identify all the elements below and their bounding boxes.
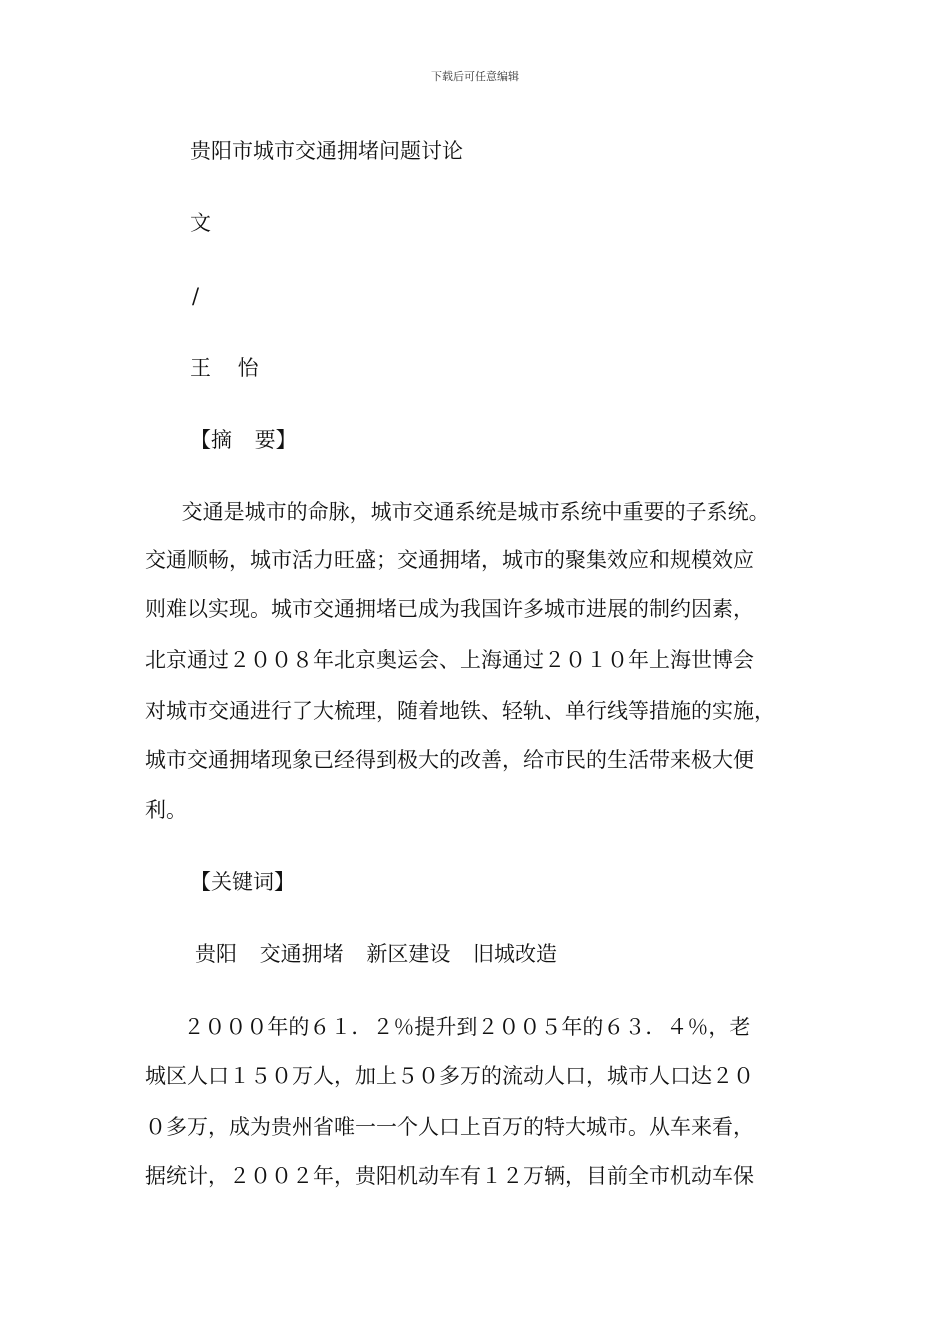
header-note: 下载后可任意编辑 (431, 70, 519, 83)
body-line: 据统计，２００２年，贵阳机动车有１２万辆，目前全市机动车保 (145, 1164, 754, 1188)
abstract-line: 交通顺畅，城市活力旺盛；交通拥堵，城市的聚集效应和规模效应 (145, 548, 754, 572)
abstract-line: 交通是城市的命脉，城市交通系统是城市系统中重要的子系统。 (175, 500, 770, 524)
keywords-heading: 【关键词】 (190, 870, 295, 894)
abstract-line: 对城市交通进行了大梳理，随着地铁、轻轨、单行线等措施的实施， (145, 699, 775, 723)
keywords-text: 贵阳 交通拥堵 新区建设 旧城改造 (195, 942, 558, 966)
abstract-heading: 【摘 要】 (190, 428, 297, 452)
author-slash: / (192, 284, 200, 308)
body-line: ２０００年的６１．２％提升到２００５年的６３．４％，老 (170, 1015, 751, 1039)
body-line: ０多万，成为贵州省唯一一个人口上百万的特大城市。从车来看， (145, 1115, 754, 1139)
abstract-line: 利。 (145, 798, 187, 822)
article-title: 贵阳市城市交通拥堵问题讨论 (190, 139, 463, 163)
abstract-line: 北京通过２００８年北京奥运会、上海通过２０１０年上海世博会 (145, 648, 754, 672)
abstract-line: 城市交通拥堵现象已经得到极大的改善，给市民的生活带来极大便 (145, 748, 754, 772)
abstract-line: 则难以实现。城市交通拥堵已成为我国许多城市进展的制约因素， (145, 597, 754, 621)
author-prefix: 文 (190, 211, 211, 235)
body-line: 城区人口１５０万人，加上５０多万的流动人口，城市人口达２０ (145, 1064, 754, 1088)
author-name: 王 怡 (190, 356, 259, 380)
